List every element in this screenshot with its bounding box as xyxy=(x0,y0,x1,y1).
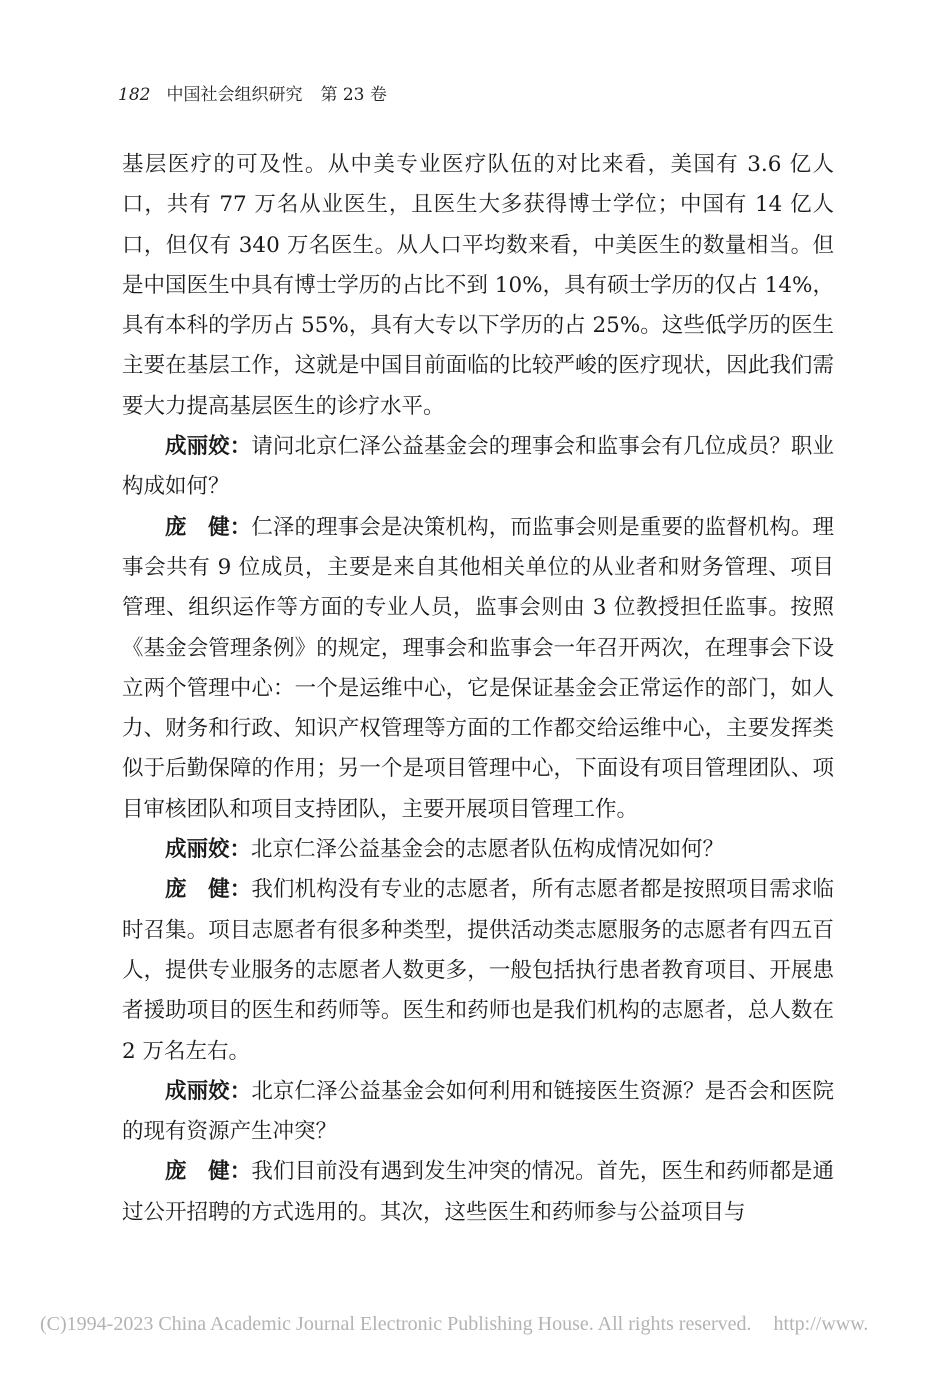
paragraph xyxy=(122,1152,834,1233)
article-body xyxy=(122,145,834,1233)
copyright-text: (C)1994-2023 China Academic Journal Electronic Publishing House. All rights reserved. xyxy=(40,1313,752,1335)
volume-label: 第 23 卷 xyxy=(320,85,387,105)
speaker-label: 成丽姣： xyxy=(165,1078,252,1104)
paragraph-text: 基层医疗的可及性。从中美专业医疗队伍的对比来看，美国有 3.6 亿人口，共有 77 万名从业医生，且医生大多获得博士学位；中国有 14 亿人口，但仅有 340 万名医生。从人口平均数来看，中美医生的数量相当。但是中国医生中具有博士学历的占比不到 10%，具有硕士学历的仅占 14%，具有本科的学历占 55%，具有大专以下学历的占 25%。这些低学历的医生主要在基层工作，这就是中国目前面临的比较严峻的医疗现状，因此我们需要大力提高基层医生的诊疗水平。 xyxy=(122,152,834,419)
page-number: 182 xyxy=(118,85,151,105)
paragraph xyxy=(122,1072,834,1153)
paragraph-text: 仁泽的理事会是决策机构，而监事会则是重要的监督机构。理事会共有 9 位成员，主要是来自其他相关单位的从业者和财务管理、项目管理、组织运作等方面的专业人员，监事会则由 3 位教授担任监事。按照《基金会管理条例》的规定，理事会和监事会一年召开两次，在理事会下设立两个管理中心：一个是运维中心，它是保证基金会正常运作的部门，如人力、财务和行政、知识产权管理等方面的工作都交给运维中心，主要发挥类似于后勤保障的作用；另一个是项目管理中心，下面设有项目管理团队、项目审核团队和项目支持团队，主要开展项目管理工作。 xyxy=(122,514,834,822)
paragraph-text: 北京仁泽公益基金会如何利用和链接医生资源？是否会和医院的现有资源产生冲突？ xyxy=(122,1078,834,1145)
running-header xyxy=(118,80,387,105)
speaker-label: 成丽姣： xyxy=(165,837,252,863)
journal-title: 中国社会组织研究 xyxy=(166,85,303,105)
speaker-label: 庞 健： xyxy=(165,514,252,540)
speaker-label: 庞 健： xyxy=(165,1159,252,1185)
speaker-label: 庞 健： xyxy=(165,877,252,903)
speaker-label: 成丽姣： xyxy=(165,434,252,460)
paragraph xyxy=(122,870,834,1071)
paragraph-text: 请问北京仁泽公益基金会的理事会和监事会有几位成员？职业构成如何？ xyxy=(122,434,834,500)
paragraph xyxy=(122,145,834,427)
copyright-footer xyxy=(40,1313,868,1336)
footer-url[interactable]: http://www. xyxy=(773,1313,869,1335)
paragraph-text: 我们目前没有遇到发生冲突的情况。首先，医生和药师都是通过公开招聘的方式选用的。其次，这些医生和药师参与公益项目与 xyxy=(122,1159,834,1225)
paragraph xyxy=(122,508,834,830)
paragraph xyxy=(122,427,834,508)
paragraph-text: 北京仁泽公益基金会的志愿者队伍构成情况如何？ xyxy=(251,837,725,863)
paragraph-text: 我们机构没有专业的志愿者，所有志愿者都是按照项目需求临时召集。项目志愿者有很多种类型，提供活动类志愿服务的志愿者有四五百人，提供专业服务的志愿者人数更多，一般包括执行患者教育项目、开展患者援助项目的医生和药师等。医生和药师也是我们机构的志愿者，总人数在 2 万名左右。 xyxy=(122,877,834,1064)
paragraph xyxy=(122,830,834,870)
